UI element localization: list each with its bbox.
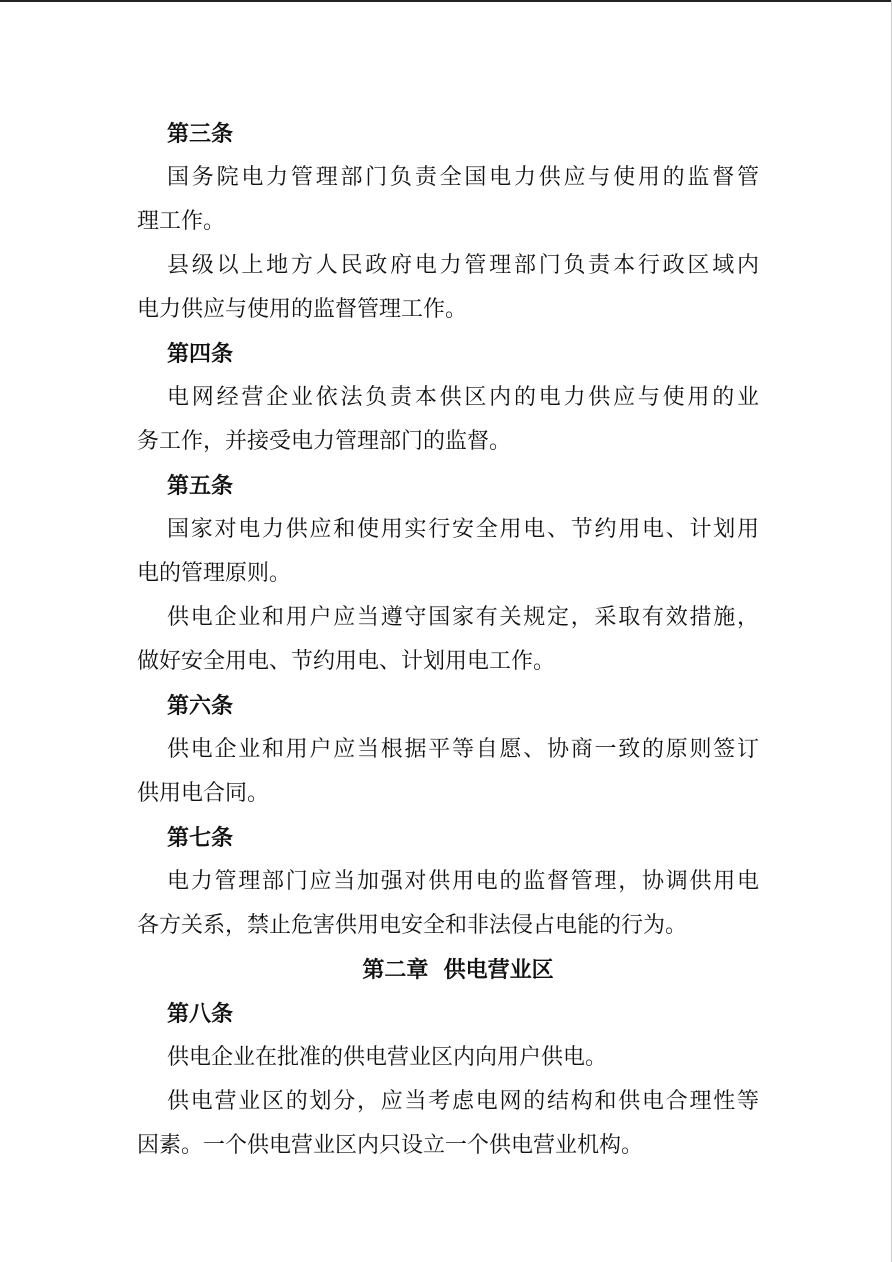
document-body: [137, 112, 759, 1168]
article-7-heading: 第七条: [167, 825, 234, 851]
article-3-para-2-line-2: 电力供应与使用的监督管理工作。: [137, 297, 468, 322]
article-7-para-1-line-1: 电力管理部门应当加强对供用电的监督管理，协调供用电: [167, 869, 759, 894]
article-4-para-1-line-1: 电网经营企业依法负责本供区内的电力供应与使用的业: [167, 385, 759, 410]
article-8-para-2-line-2: 因素。一个供电营业区内只设立一个供电营业机构。: [137, 1133, 644, 1158]
article-3-heading: 第三条: [167, 121, 234, 147]
chapter-2-title: 第二章 供电营业区: [362, 957, 554, 983]
article-6-para-1-line-2: 供用电合同。: [137, 781, 270, 806]
top-border: [0, 0, 892, 2]
article-5-para-1-line-2: 电的管理原则。: [137, 561, 292, 586]
article-6-para-1-line-1: 供电企业和用户应当根据平等自愿、协商一致的原则签订: [167, 737, 759, 762]
article-8-heading: 第八条: [167, 1001, 234, 1027]
article-3-para-1-line-1: 国务院电力管理部门负责全国电力供应与使用的监督管: [167, 165, 759, 190]
article-3-para-1-line-2: 理工作。: [137, 209, 226, 234]
article-7-para-1-line-2: 各方关系，禁止危害供用电安全和非法侵占电能的行为。: [137, 913, 688, 938]
article-4-para-1-line-2: 务工作，并接受电力管理部门的监督。: [137, 429, 512, 454]
article-8-para-1-line-1: 供电企业在批准的供电营业区内向用户供电。: [167, 1045, 608, 1070]
article-4-heading: 第四条: [167, 341, 234, 367]
article-8-para-2-line-1: 供电营业区的划分，应当考虑电网的结构和供电合理性等: [167, 1089, 759, 1114]
article-5-para-1-line-1: 国家对电力供应和使用实行安全用电、节约用电、计划用: [167, 517, 759, 542]
article-6-heading: 第六条: [167, 693, 234, 719]
article-5-para-2-line-2: 做好安全用电、节约用电、计划用电工作。: [137, 649, 556, 674]
article-5-heading: 第五条: [167, 473, 234, 499]
article-3-para-2-line-1: 县级以上地方人民政府电力管理部门负责本行政区域内: [167, 253, 759, 278]
article-5-para-2-line-1: 供电企业和用户应当遵守国家有关规定，采取有效措施，: [167, 605, 759, 630]
